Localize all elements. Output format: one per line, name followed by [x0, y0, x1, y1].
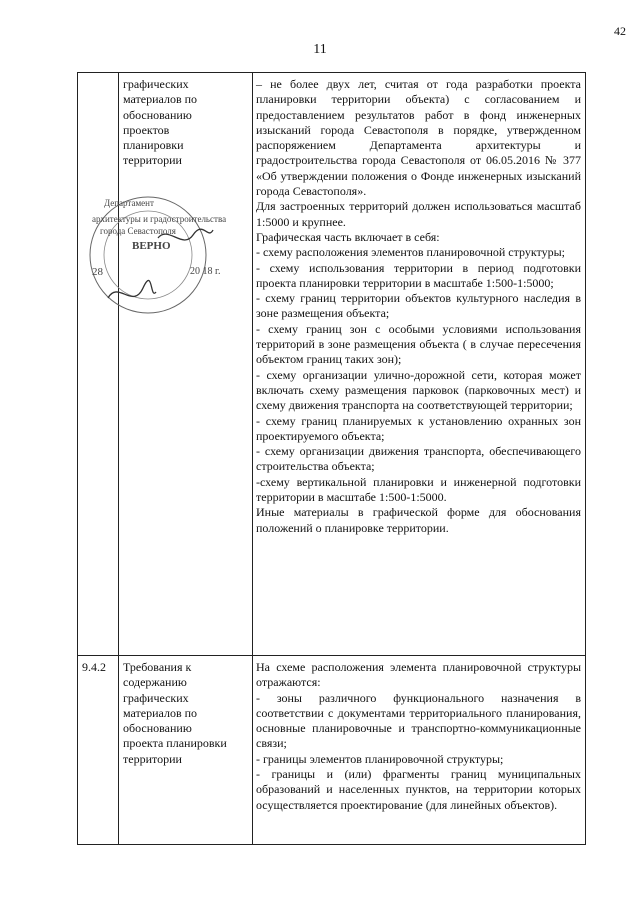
row1-label-line: планировки [123, 138, 184, 153]
row1-paragraph: - схему использования территории в период подготовки проекта планировки территории в масштабе 1:500-1:5000; [256, 260, 581, 290]
row2-label-line: Требования к [123, 660, 192, 674]
row2-label-line: содержанию [123, 675, 187, 690]
row1-label-line: материалов по [123, 92, 198, 107]
row1-paragraph: Графическая часть включает в себя: [256, 229, 440, 244]
row1-paragraph: - схему границ территории объектов культурного наследия в зоне размещения объекта; [256, 291, 581, 321]
row2-label [119, 660, 250, 767]
requirements-table [77, 72, 586, 845]
stamp-date-year: 20 18 г. [190, 266, 221, 277]
stamp-line: Департамент [104, 198, 154, 208]
row1-paragraph: -схему вертикальной планировки и инженерной подготовки территории в масштабе 1:500-1:5000. [256, 474, 581, 505]
row-divider [78, 655, 585, 656]
stamp-line: города Севастополя [100, 226, 176, 236]
row1-paragraph: - схему границ зон с особыми условиями использования территорий в зоне размещения объекта ( в случае пересечения объектом границ таких зон); [256, 321, 581, 367]
row1-label [119, 77, 250, 169]
stamp-line: ВЕРНО [132, 240, 171, 252]
stamp-line: архитектуры и градостроительства [92, 214, 227, 224]
page-number: 11 [313, 42, 327, 57]
row2-label-line: проекта планировки [123, 736, 227, 751]
row2-paragraph: - зоны различного функционального назначения в соответствии с документами территориального планирования, основные планировочные и транспортно-коммуникационные связи; [256, 690, 581, 751]
row2-number: 9.4.2 [82, 660, 106, 674]
row1-paragraph: - схему расположения элементов планировочной структуры; [256, 245, 565, 260]
row2-paragraph: На схеме расположения элемента планировочной структуры отражаются: [256, 660, 581, 690]
row2-paragraph: - границы и (или) фрагменты границ муниципальных образований и населенных пунктов, на территории которых осуществляется проектирование (для линейных объектов). [256, 767, 581, 812]
column-divider [252, 73, 253, 844]
row2-label-line: графических [123, 690, 189, 705]
row1-label-line: обоснованию [123, 107, 192, 122]
row2-label-line: материалов по [123, 705, 198, 720]
row1-paragraph: Иные материалы в графической форме для обоснования положений о планировке территории. [256, 505, 581, 535]
row2-label-line: обоснованию [123, 721, 192, 736]
row1-paragraph: Для застроенных территорий должен использоваться масштаб 1:5000 и крупнее. [256, 199, 581, 229]
corner-page-number: 42 [614, 24, 626, 38]
row2-paragraph: - границы элементов планировочной структуры; [256, 751, 504, 766]
stamp-date-day: 28 [92, 266, 103, 278]
row1-paragraph: - схему организации движения транспорта, обеспечивающего строительства объекта; [256, 444, 581, 474]
row1-paragraph: – не более двух лет, считая от года разработки проекта планировки территории объекта) с согласованием и предоставлением результатов работ в фонд инженерных изысканий города Севастополя в порядке, утвержденном распоряжением Департамента архитектуры и градостроительства города Севастополя от 06.05.2016 № 377 «Об утверждении положения о Фонде инженерных изысканий города Севастополя». [256, 77, 581, 199]
row1-label-line: территории [123, 153, 182, 168]
row2-label-line: территории [123, 751, 182, 766]
row1-label-line: графических [123, 77, 189, 91]
row1-paragraph: - схему организации улично-дорожной сети, которая может включать схему размещения парковок (парковочных мест) и схему движения транспорта на соответствующей территории; [256, 367, 581, 413]
row1-content [256, 77, 581, 536]
row1-paragraph: - схему границ планируемых к установлению охранных зон проектируемого объекта; [256, 413, 581, 443]
row2-content [256, 660, 581, 813]
row1-label-line: проектов [123, 122, 170, 137]
